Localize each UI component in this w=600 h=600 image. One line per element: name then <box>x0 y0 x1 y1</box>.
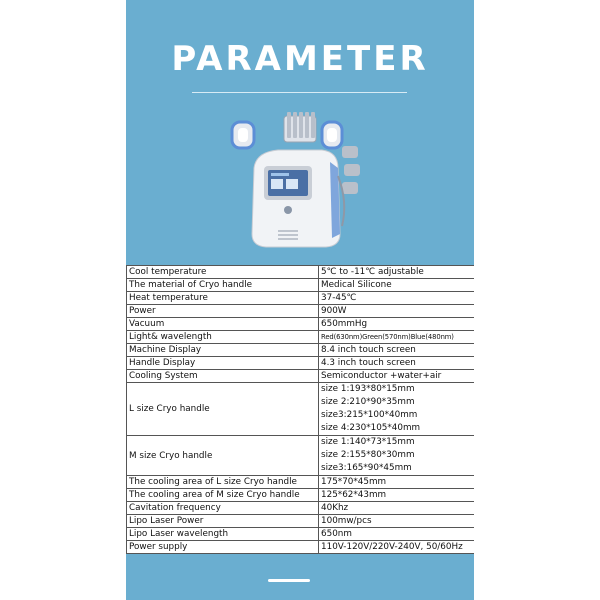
table-row <box>127 502 475 515</box>
parameter-value: 40Khz <box>319 502 475 515</box>
title-divider <box>192 92 407 93</box>
parameter-name: Handle Display <box>127 357 319 370</box>
size-value: size 2:155*80*30mm <box>321 450 415 460</box>
size-value: size 2:210*90*35mm <box>321 397 415 407</box>
size-value: size 1:193*80*15mm <box>321 384 415 394</box>
parameter-name: Machine Display <box>127 344 319 357</box>
parameter-value-list <box>319 436 475 476</box>
parameter-value: 650mmHg <box>319 318 475 331</box>
size-value: size3:165*90*45mm <box>321 463 412 473</box>
parameter-value: 37-45℃ <box>319 292 475 305</box>
table-row <box>127 515 475 528</box>
parameter-name: Lipo Laser wavelength <box>127 528 319 541</box>
parameter-value: 110V-120V/220V-240V, 50/60Hz <box>319 541 475 554</box>
parameter-value: 650nm <box>319 528 475 541</box>
size-value: size 1:140*73*15mm <box>321 437 415 447</box>
size-value: size 4:230*105*40mm <box>321 423 421 433</box>
parameter-panel <box>126 0 474 600</box>
parameter-value: 5℃ to -11℃ adjustable <box>319 266 475 279</box>
page-title: PARAMETER <box>171 39 429 79</box>
parameter-value-list <box>319 383 475 436</box>
parameter-value: Red(630nm)Green(570nm)Blue(480nm) <box>319 331 475 344</box>
parameter-name: L size Cryo handle <box>127 383 319 436</box>
table-row <box>127 266 475 279</box>
parameter-name: Power <box>127 305 319 318</box>
parameter-name: Lipo Laser Power <box>127 515 319 528</box>
parameter-value: 125*62*43mm <box>319 489 475 502</box>
table-row <box>127 476 475 489</box>
cryo-machine-image <box>226 106 376 256</box>
parameter-name: Vacuum <box>127 318 319 331</box>
parameter-value: Semiconductor +water+air <box>319 370 475 383</box>
table-row <box>127 370 475 383</box>
home-indicator[interactable] <box>268 579 310 582</box>
parameter-name: Heat temperature <box>127 292 319 305</box>
parameter-name: Power supply <box>127 541 319 554</box>
parameter-value: 8.4 inch touch screen <box>319 344 475 357</box>
parameter-value: 4.3 inch touch screen <box>319 357 475 370</box>
parameter-name: The cooling area of L size Cryo handle <box>127 476 319 489</box>
parameter-name: M size Cryo handle <box>127 436 319 476</box>
parameter-name: Cooling System <box>127 370 319 383</box>
table-row <box>127 305 475 318</box>
parameter-value: Medical Silicone <box>319 279 475 292</box>
table-row <box>127 383 475 436</box>
parameter-name: The material of Cryo handle <box>127 279 319 292</box>
parameter-value: 175*70*45mm <box>319 476 475 489</box>
parameter-name: Light& wavelength <box>127 331 319 344</box>
table-row <box>127 331 475 344</box>
parameter-value: 100mw/pcs <box>319 515 475 528</box>
table-row <box>127 292 475 305</box>
table-row <box>127 344 475 357</box>
parameter-value: 900W <box>319 305 475 318</box>
parameter-name: The cooling area of M size Cryo handle <box>127 489 319 502</box>
table-row <box>127 318 475 331</box>
parameter-table <box>126 265 474 554</box>
table-row <box>127 436 475 476</box>
size-value: size3:215*100*40mm <box>321 410 418 420</box>
table-row <box>127 541 475 554</box>
table-row <box>127 279 475 292</box>
parameter-name: Cavitation frequency <box>127 502 319 515</box>
table-row <box>127 489 475 502</box>
parameter-name: Cool temperature <box>127 266 319 279</box>
table-row <box>127 357 475 370</box>
table-row <box>127 528 475 541</box>
